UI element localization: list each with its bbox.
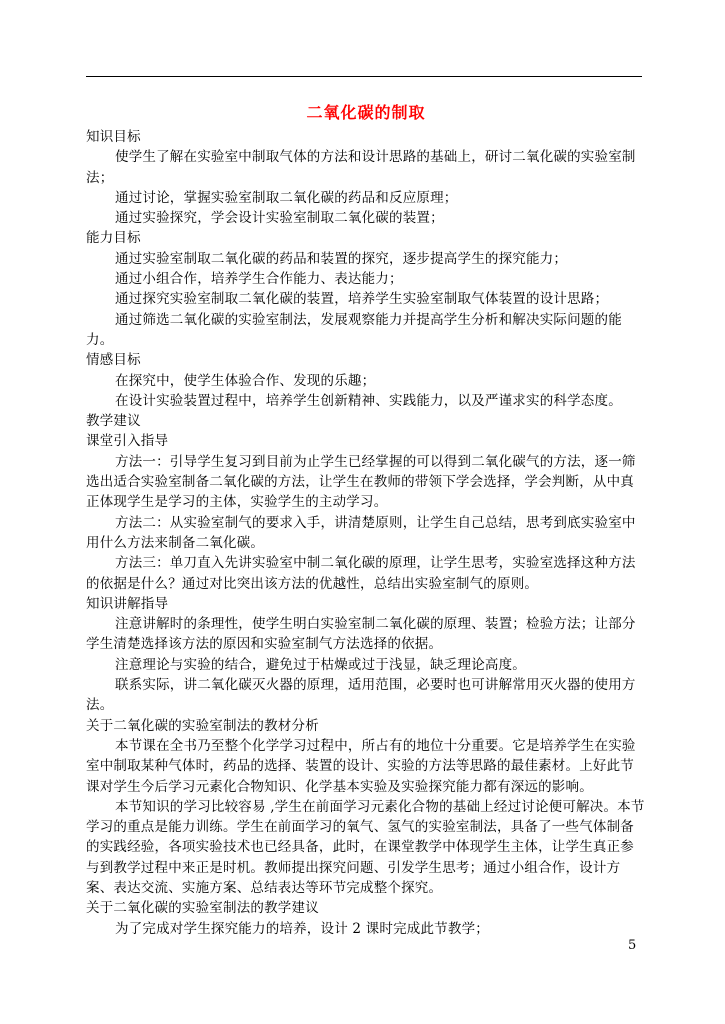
body-paragraph: 本节课在全书乃至整个化学学习过程中，所占有的地位十分重要。它是培养学生在实验室中制取某种气体时，药品的选择、装置的设计、实验的方法等思路的最佳素材。上好此节课对学生今后学习元素化合物知识、化学基本实验及实验探究能力都有深远的影响。 (86, 737, 636, 795)
section-heading: 教学建议 (86, 413, 141, 430)
body-paragraph: 为了完成对学生探究能力的培养，设计 2 课时完成此节教学； (115, 920, 489, 937)
header-rule (86, 76, 642, 77)
body-paragraph: 在探究中，使学生体验合作、发现的乐趣； (115, 372, 376, 389)
section-heading: 知识讲解指导 (86, 595, 169, 612)
body-paragraph: 通过小组合作，培养学生合作能力、表达能力； (115, 271, 403, 288)
section-heading: 关于二氧化碳的实验室制法的教学建议 (86, 900, 319, 917)
body-paragraph: 本节知识的学习比较容易 ,学生在前面学习元素化合物的基础上经过讨论便可解决。本节学习的重点是能力训练。学生在前面学习的氧气、氢气的实验室制法，具备了一些气体制备的实践经验，各项实验技术也已经具备，此时，在课堂教学中体现学生主体，让学生真正参与到教学过程中来正是时机。教师提出探究问题、引发学生思考；通过小组合作，设计方案、表达交流、实施方案、总结表达等环节完成整个探究。 (86, 798, 645, 896)
document-body (86, 101, 646, 939)
body-paragraph: 使学生了解在实验室中制取气体的方法和设计思路的基础上，研讨二氧化碳的实验室制法； (86, 149, 636, 186)
body-paragraph: 联系实际，讲二氧化碳灭火器的原理，适用范围，必要时也可讲解常用灭火器的使用方法。 (86, 677, 636, 714)
body-paragraph: 方法二：从实验室制气的要求入手，讲清楚原则，让学生自己总结，思考到底实验室中用什么方法来制备二氧化碳。 (86, 514, 636, 551)
section-heading: 课堂引入指导 (86, 433, 169, 450)
body-paragraph: 在设计实验装置过程中，培养学生创新精神、实践能力，以及严谨求实的科学态度。 (115, 392, 622, 409)
body-paragraph: 通过探究实验室制取二氧化碳的装置，培养学生实验室制取气体装置的设计思路； (115, 291, 609, 308)
body-paragraph: 通过讨论，掌握实验室制取二氧化碳的药品和反应原理； (115, 189, 458, 206)
page-title: 二氧化碳的制取 (306, 103, 426, 122)
paragraph-list (86, 127, 646, 939)
body-paragraph: 注意讲解时的条理性，使学生明白实验室制二氧化碳的原理、装置；检验方法；让部分学生清楚选择该方法的原因和实验室制气方法选择的依据。 (86, 616, 636, 653)
section-heading: 能力目标 (86, 230, 141, 247)
page-number: 5 (628, 938, 637, 953)
section-heading: 情感目标 (86, 352, 141, 369)
body-paragraph: 方法三：单刀直入先讲实验室中制二氧化碳的原理，让学生思考，实验室选择这种方法的依据是什么？通过对比突出该方法的优越性，总结出实验室制气的原则。 (86, 555, 636, 592)
body-paragraph: 方法一：引导学生复习到目前为止学生已经掌握的可以得到二氧化碳气的方法，逐一筛选出适合实验室制备二氧化碳的方法，让学生在教师的带领下学会选择，学会判断，从中真正体现学生是学习的主体，实验学生的主动学习。 (86, 453, 636, 511)
section-heading: 知识目标 (86, 129, 141, 145)
section-heading: 关于二氧化碳的实验室制法的教材分析 (86, 717, 319, 734)
body-paragraph: 通过筛选二氧化碳的实验室制法，发展观察能力并提高学生分析和解决实际问题的能力。 (86, 311, 622, 348)
body-paragraph: 通过实验室制取二氧化碳的药品和装置的探究，逐步提高学生的探究能力； (115, 250, 568, 267)
body-paragraph: 通过实验探究，学会设计实验室制取二氧化碳的装置； (115, 210, 444, 227)
body-paragraph: 注意理论与实验的结合，避免过于枯燥或过于浅显，缺乏理论高度。 (115, 656, 526, 673)
